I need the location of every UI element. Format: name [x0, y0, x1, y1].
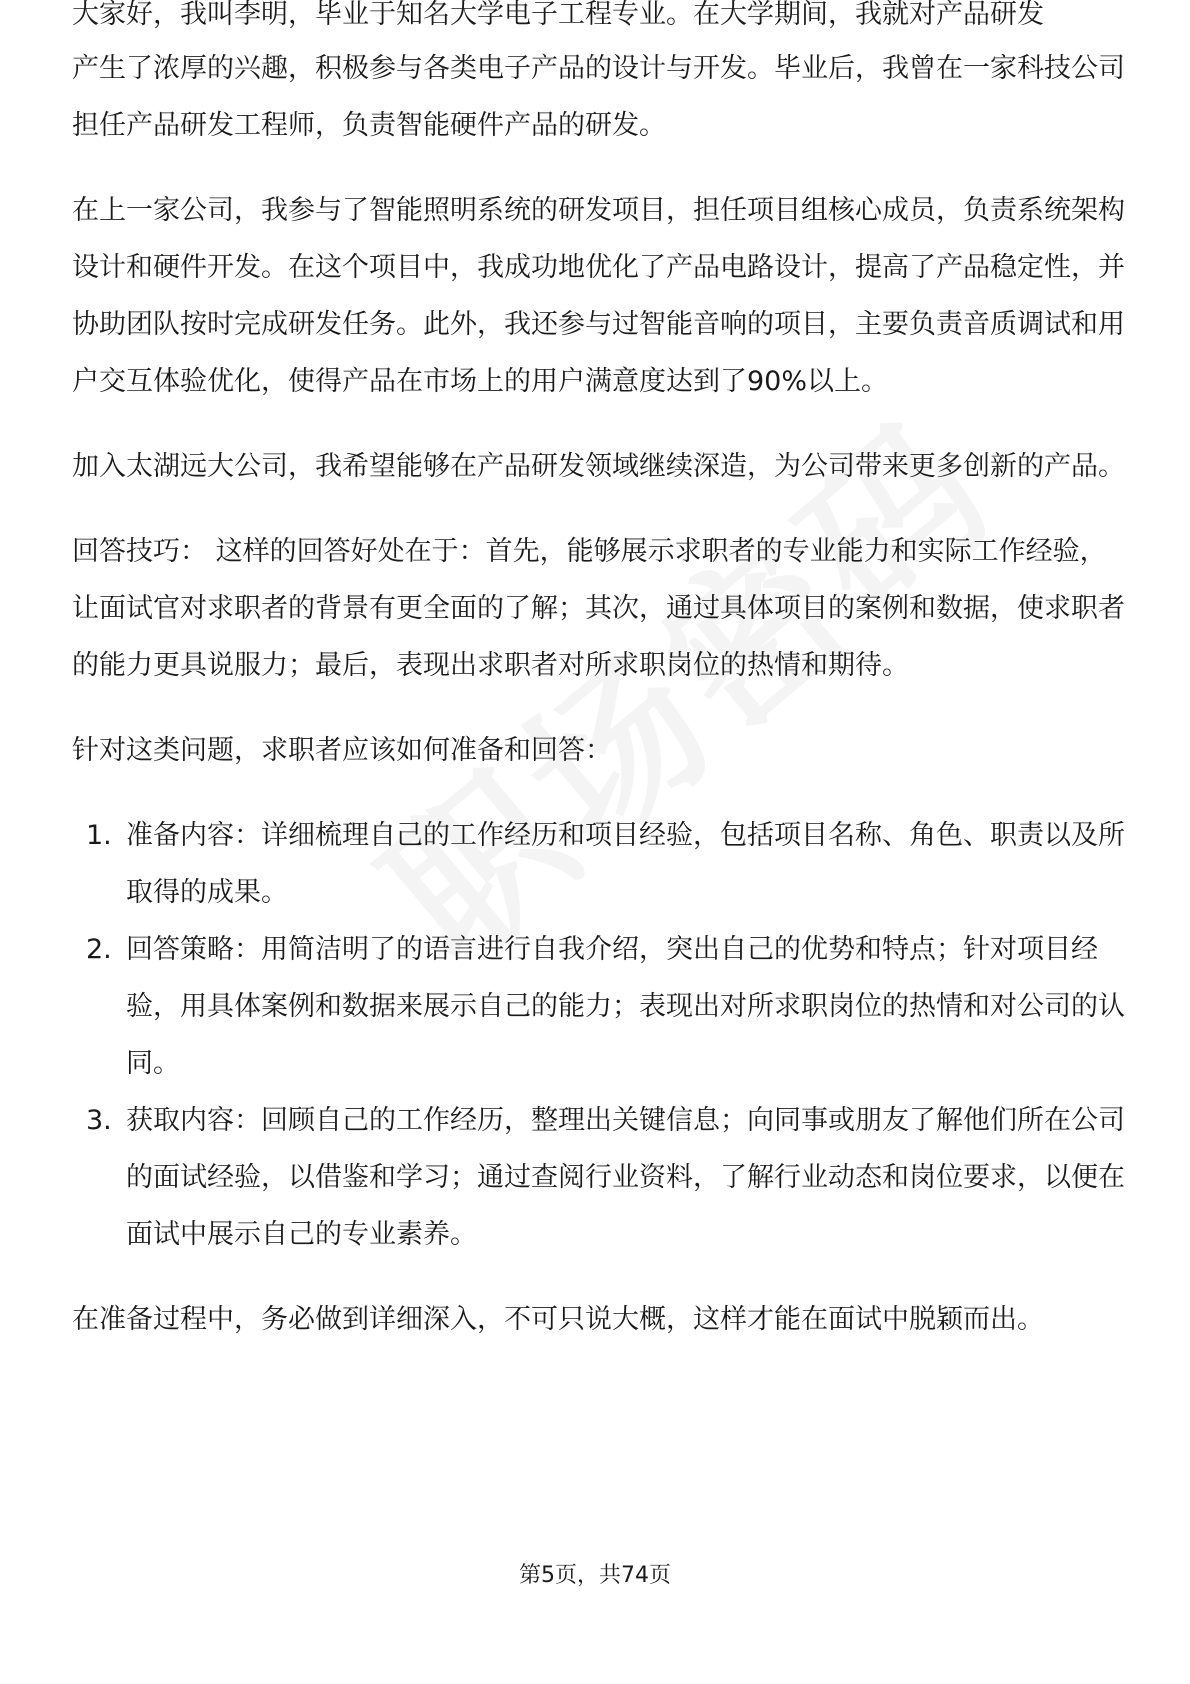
paragraph-goal: 加入太湖远大公司，我希望能够在产品研发领域继续深造，为公司带来更多创新的产品。 — [72, 451, 1125, 482]
steps-list — [72, 807, 1128, 1263]
body-content — [72, 40, 1128, 1348]
list-number: 3. — [86, 1105, 112, 1136]
list-text: 获取内容：回顾自己的工作经历，整理出关键信息；向同事或朋友了解他们所在公司的面试经验，以借鉴和学习；通过查阅行业资料，了解行业动态和岗位要求，以便在面试中展示自己的专业素养。 — [126, 1105, 1125, 1250]
paragraph-experience: 在上一家公司，我参与了智能照明系统的研发项目，担任项目组核心成员，负责系统架构设计和硬件开发。在这个项目中，我成功地优化了产品电路设计，提高了产品稳定性，并协助团队按时完成研发任务。此外，我还参与过智能音响的项目，主要负责音质调试和用户交互体验优化，使得产品在市场上的用户满意度达到了90%以上。 — [72, 195, 1125, 397]
cut-off-line: 大家好，我叫李明，毕业于知名大学电子工程专业。在大学期间，我就对产品研发 — [72, 0, 1044, 30]
paragraph-tips: 回答技巧： 这样的回答好处在于：首先，能够展示求职者的专业能力和实际工作经验，让面试官对求职者的背景有更全面的了解；其次，通过具体项目的案例和数据，使求职者的能力更具说服力；最后，表现出求职者对所求职岗位的热情和期待。 — [72, 536, 1125, 681]
list-number: 1. — [86, 820, 112, 851]
list-item — [72, 1092, 1128, 1263]
paragraph-question: 针对这类问题，求职者应该如何准备和回答： — [72, 735, 612, 766]
list-number: 2. — [86, 934, 112, 965]
list-item — [72, 807, 1128, 921]
list-text: 准备内容：详细梳理自己的工作经历和项目经验，包括项目名称、角色、职责以及所取得的成果。 — [126, 820, 1125, 908]
paragraph-conclusion: 在准备过程中，务必做到详细深入，不可只说大概，这样才能在面试中脱颖而出。 — [72, 1304, 1044, 1335]
list-text: 回答策略：用简洁明了的语言进行自我介绍，突出自己的优势和特点；针对项目经验，用具体案例和数据来展示自己的能力；表现出对所求职岗位的热情和对公司的认同。 — [126, 934, 1125, 1079]
list-item — [72, 921, 1128, 1092]
page-footer: 第5页，共74页 — [519, 1563, 671, 1588]
paragraph-intro: 产生了浓厚的兴趣，积极参与各类电子产品的设计与开发。毕业后，我曾在一家科技公司担任产品研发工程师，负责智能硬件产品的研发。 — [72, 53, 1125, 141]
